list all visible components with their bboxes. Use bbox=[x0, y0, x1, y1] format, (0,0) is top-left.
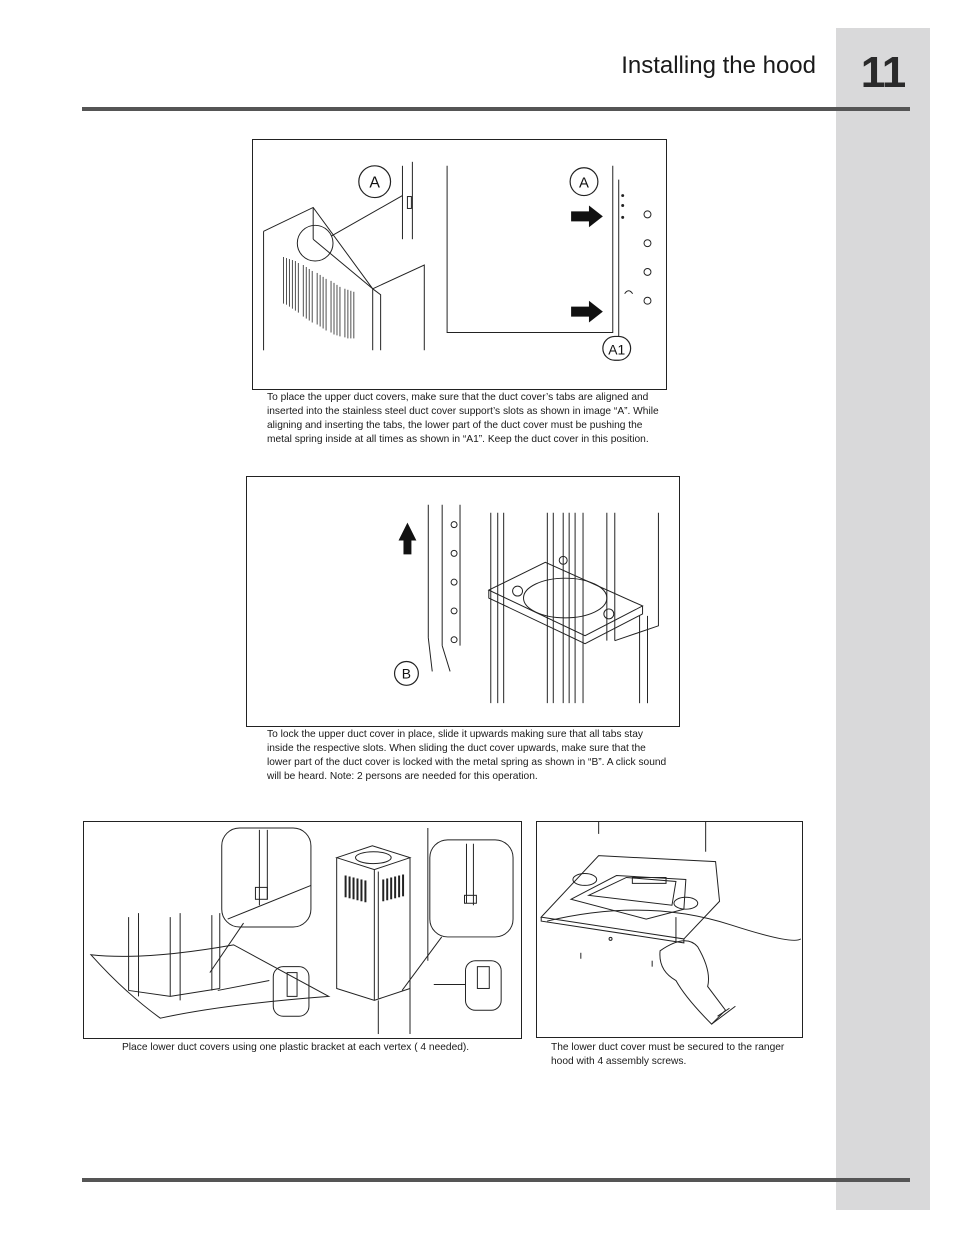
callout-a1: A1 bbox=[608, 341, 626, 358]
figure-2-caption bbox=[267, 728, 667, 784]
lock-upper-duct-illustration bbox=[247, 477, 679, 726]
figure-lock-upper-duct bbox=[246, 476, 680, 727]
upper-duct-tabs-illustration bbox=[253, 140, 666, 389]
figure-1-caption-text: To place the upper duct covers, make sure that the duct cover’s tabs are aligned and inserted into the stainless steel duct cover support’s slots as shown in image “A”. While aligning and inserting the tabs, the lower part of the duct cover must be pushing the metal spring inside at all times as shown in “A1”. Keep the duct cover in this position. bbox=[267, 392, 659, 445]
figure-4-caption bbox=[551, 1041, 801, 1069]
figure-upper-duct-tabs bbox=[252, 139, 667, 390]
footer-rule bbox=[82, 1178, 910, 1182]
figure-3-caption bbox=[122, 1041, 522, 1055]
figure-lower-duct-brackets bbox=[83, 821, 522, 1039]
figure-4-caption-text: The lower duct cover must be secured to the ranger hood with 4 assembly screws. bbox=[551, 1042, 785, 1067]
figure-secure-screws bbox=[536, 821, 803, 1038]
callout-a-left: A bbox=[369, 174, 380, 192]
secure-screws-illustration bbox=[537, 822, 802, 1037]
page-title: Installing the hood bbox=[621, 52, 816, 79]
page-number: 11 bbox=[860, 48, 906, 97]
callout-a-right: A bbox=[579, 175, 589, 192]
side-tab bbox=[836, 28, 930, 1210]
lower-duct-brackets-illustration bbox=[84, 822, 521, 1038]
callout-b: B bbox=[401, 665, 412, 682]
header-rule bbox=[82, 107, 910, 111]
figure-2-caption-text: To lock the upper duct cover in place, slide it upwards making sure that all tabs stay inside the respective slots. When sliding the duct cover upwards, make sure that the lower part of the duct cover is locked with the metal spring as shown in “B”. A click sound will be heard. Note: 2 persons are needed for this operation. bbox=[267, 729, 667, 782]
figure-3-caption-text: Place lower duct covers using one plastic bracket at each vertex ( 4 needed). bbox=[122, 1042, 470, 1053]
figure-1-caption bbox=[267, 391, 667, 447]
